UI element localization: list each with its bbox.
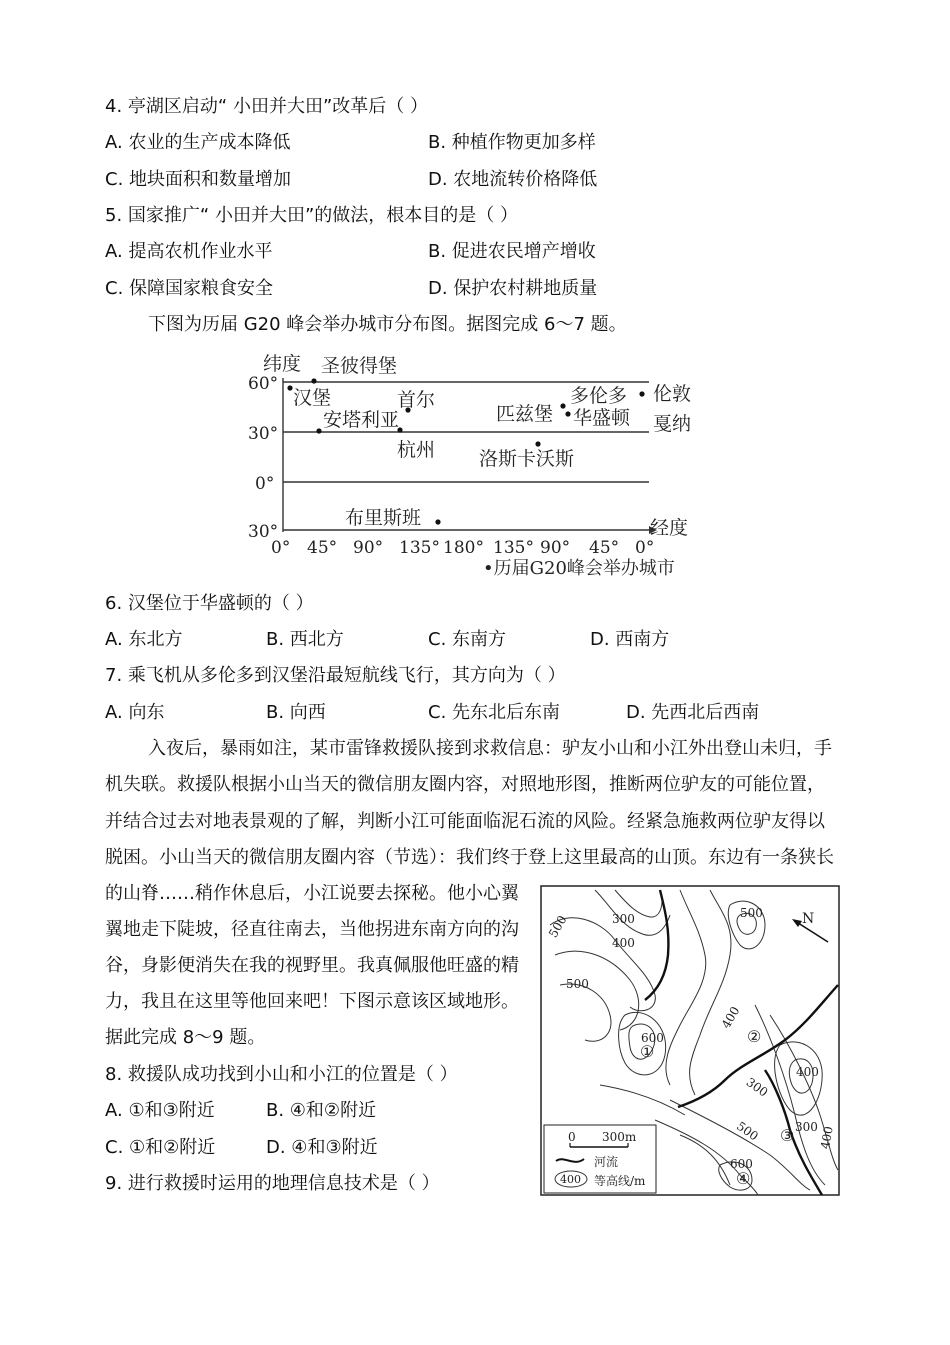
q8-option-c: C. ①和②附近 <box>105 1137 216 1158</box>
q7-option-a: A. 向东 <box>105 702 165 723</box>
scale-end: 300m <box>602 1130 637 1144</box>
lon-tick: 45° <box>589 538 620 558</box>
city-label: 戛纳 <box>653 413 692 435</box>
city-label: 汉堡 <box>293 387 332 409</box>
city-label: 匹兹堡 <box>496 403 554 425</box>
g20-city-map <box>245 350 705 578</box>
city-label: 多伦多 <box>570 385 628 407</box>
q8-stem: 8. 救援队成功找到小山和小江的位置是（ ） <box>105 1064 458 1085</box>
lat-tick: 30° <box>248 424 279 444</box>
city-label: 布里斯班 <box>345 507 422 529</box>
contour-label: 300 <box>795 1120 818 1134</box>
q8-option-a: A. ①和③附近 <box>105 1100 215 1121</box>
q5-option-a: A. 提高农机作业水平 <box>105 241 273 262</box>
q7-option-d: D. 先西北后西南 <box>626 702 760 723</box>
q8-option-b: B. ④和②附近 <box>266 1100 377 1121</box>
lat-tick: 30° <box>248 522 279 542</box>
contour-label: 500 <box>545 913 570 940</box>
q7-option-c: C. 先东北后东南 <box>428 702 561 723</box>
lon-tick: 90° <box>540 538 571 558</box>
q5-stem: 5. 国家推广“ 小田并大田”的做法，根本目的是（ ） <box>105 205 518 226</box>
contour-label: 400 <box>818 1125 836 1151</box>
passage-line: 机失联。救援队根据小山当天的微信朋友圈内容，对照地形图，推断两位驴友的可能位置， <box>105 774 825 795</box>
q4-option-d: D. 农地流转价格降低 <box>428 169 598 190</box>
city-label: 伦敦 <box>653 383 692 405</box>
city-label: 安塔利亚 <box>323 409 400 431</box>
lon-tick: 90° <box>353 538 384 558</box>
passage-line: 脱困。小山当天的微信朋友圈内容（节选）：我们终于登上这里最高的山顶。东边有一条狭长 <box>105 847 834 868</box>
contour-label: 500 <box>566 977 589 991</box>
contour-label: 300 <box>743 1075 771 1100</box>
lat-tick: 0° <box>255 474 275 494</box>
city-label: 圣彼得堡 <box>321 355 398 377</box>
point-marker: ② <box>747 1027 762 1046</box>
city-label: 洛斯卡沃斯 <box>479 448 575 470</box>
contour-label: 400 <box>612 936 635 950</box>
passage-line: 谷，身影便消失在我的视野里。我真佩服他旺盛的精 <box>105 955 519 976</box>
passage-line: 并结合过去对地表景观的了解，判断小江可能面临泥石流的风险。经紧急施救两位驴友得以 <box>105 811 825 832</box>
point-marker: ④ <box>736 1169 751 1188</box>
point-marker: ① <box>640 1042 655 1061</box>
q4-option-c: C. 地块面积和数量增加 <box>105 169 292 190</box>
q6-option-c: C. 东南方 <box>428 629 507 650</box>
q4-stem: 4. 亭湖区启动“ 小田并大田”改革后（ ） <box>105 96 428 117</box>
lat-tick: 60° <box>248 374 279 394</box>
legend-contour-value: 400 <box>560 1173 581 1186</box>
lon-tick: 180° <box>443 538 484 558</box>
passage-line: 力，我且在这里等他回来吧！下图示意该区域地形。 <box>105 991 519 1012</box>
point-marker: ③ <box>780 1126 795 1145</box>
lon-tick: 0° <box>271 538 291 558</box>
q4-option-a: A. 农业的生产成本降低 <box>105 132 291 153</box>
topographic-map <box>540 885 841 1197</box>
q6-option-b: B. 西北方 <box>266 629 344 650</box>
lon-tick: 45° <box>307 538 338 558</box>
contour-label: 300 <box>612 912 635 926</box>
contour-label: 600 <box>641 1031 664 1045</box>
q5-option-c: C. 保障国家粮食安全 <box>105 278 274 299</box>
intro-6-7: 下图为历届 G20 峰会举办城市分布图。据图完成 6～7 题。 <box>148 314 627 335</box>
q7-option-b: B. 向西 <box>266 702 326 723</box>
legend-river: 河流 <box>594 1155 619 1169</box>
passage-line: 据此完成 8～9 题。 <box>105 1027 266 1048</box>
q4-option-b: B. 种植作物更加多样 <box>428 132 596 153</box>
lon-axis-label: 经度 <box>650 517 689 539</box>
contour-label: 400 <box>796 1065 819 1079</box>
passage-line: 入夜后，暴雨如注，某市雷锋救援队接到求救信息：驴友小山和小江外出登山未归，手 <box>148 738 832 759</box>
q6-stem: 6. 汉堡位于华盛顿的（ ） <box>105 593 314 614</box>
q6-option-d: D. 西南方 <box>590 629 670 650</box>
q9-stem: 9. 进行救援时运用的地理信息技术是（ ） <box>105 1173 440 1194</box>
q5-option-d: D. 保护农村耕地质量 <box>428 278 598 299</box>
contour-label: 500 <box>740 906 763 920</box>
city-label: 杭州 <box>397 439 436 461</box>
contour-label: 600 <box>730 1157 753 1171</box>
map-legend: •历届G20峰会举办城市 <box>483 558 675 578</box>
q5-option-b: B. 促进农民增产增收 <box>428 241 596 262</box>
lon-tick: 135° <box>399 538 440 558</box>
q8-option-d: D. ④和③附近 <box>266 1137 378 1158</box>
contour-label: 400 <box>718 1004 743 1031</box>
city-label: 华盛顿 <box>573 407 631 429</box>
passage-line: 的山脊……稍作休息后，小江说要去探秘。他小心翼 <box>105 883 519 904</box>
q6-option-a: A. 东北方 <box>105 629 183 650</box>
passage-line: 翼地走下陡坡，径直往南去，当他拐进东南方向的沟 <box>105 919 519 940</box>
lon-tick: 0° <box>635 538 655 558</box>
contour-label: 500 <box>734 1118 761 1144</box>
scale-start: 0 <box>568 1130 576 1144</box>
lon-tick: 135° <box>493 538 534 558</box>
legend-contour: 等高线/m <box>594 1174 646 1188</box>
lat-axis-label: 纬度 <box>263 353 302 375</box>
north-label: N <box>802 911 815 927</box>
city-label: 首尔 <box>397 389 436 411</box>
q7-stem: 7. 乘飞机从多伦多到汉堡沿最短航线飞行，其方向为（ ） <box>105 665 566 686</box>
